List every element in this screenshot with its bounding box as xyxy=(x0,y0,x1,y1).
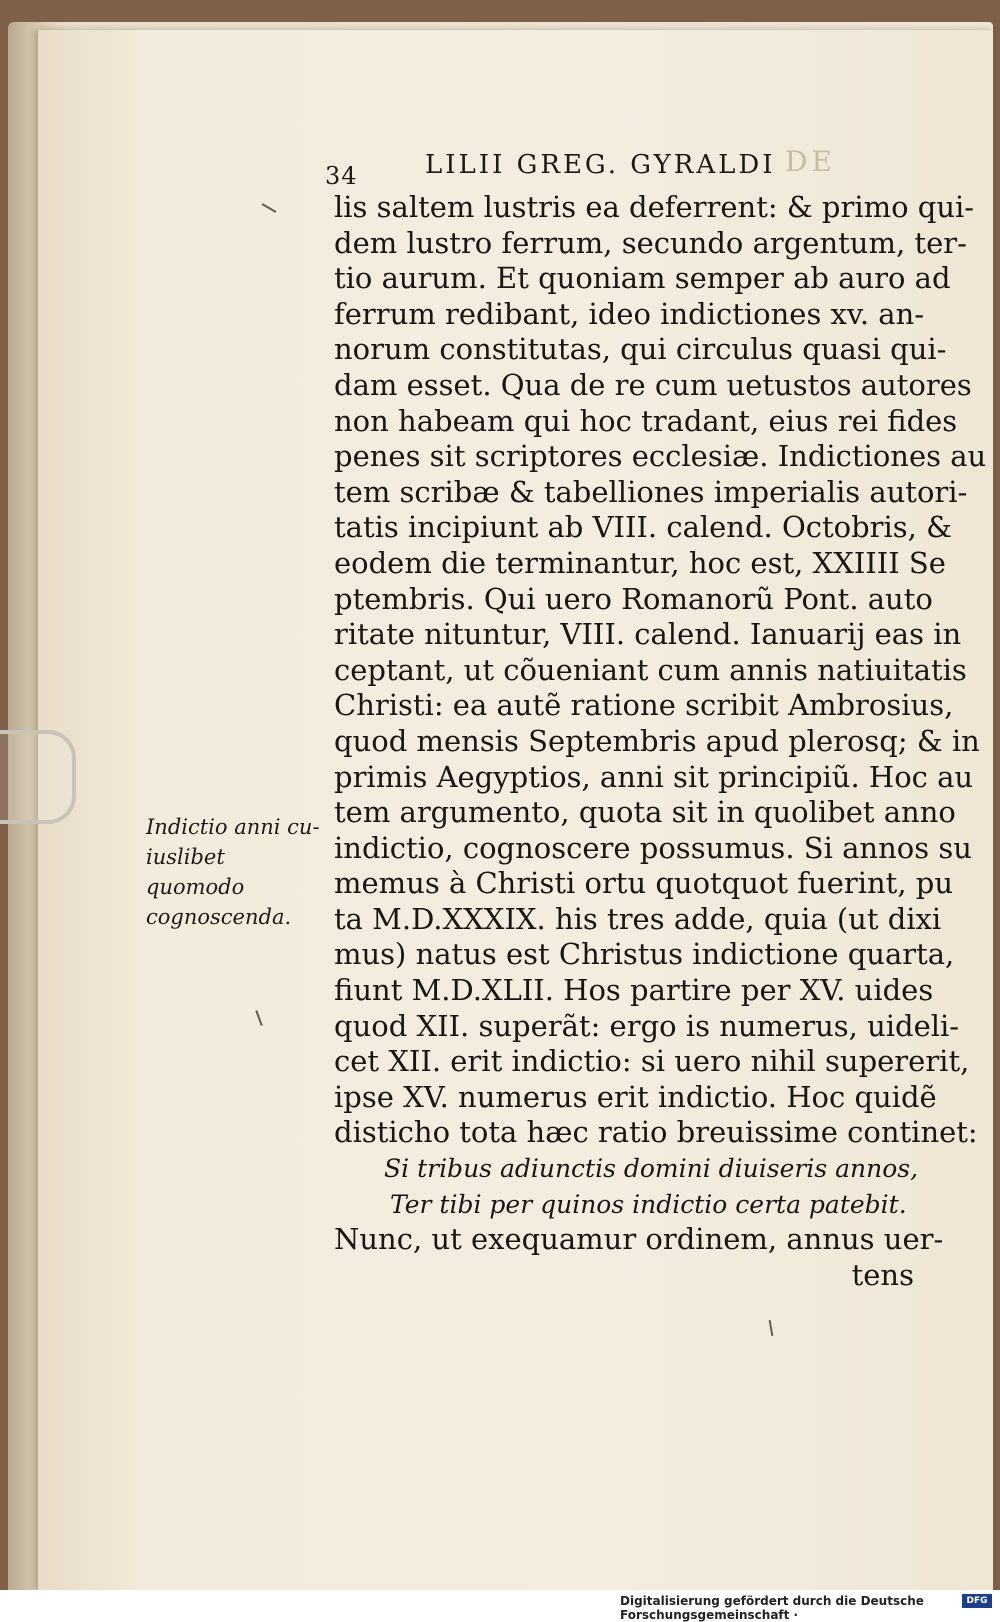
text-line: cet XII. erit indictio: si uero nihil supererit, xyxy=(334,1044,970,1079)
text-line: ptembris. Qui uero Romanorũ Pont. auto xyxy=(334,581,933,616)
verse-line: Si tribus adiunctis domini diuiseris annos, xyxy=(384,1154,919,1184)
show-through-text: DE xyxy=(785,145,836,178)
text-line: quod mensis Septembris apud plerosq; & in xyxy=(334,723,980,758)
marginal-note-line: cognoscenda. xyxy=(146,905,292,929)
text-line: ta M.D.XXXIX. his tres adde, quia (ut dixi xyxy=(334,901,942,936)
text-line: tatis incipiunt ab VIII. calend. Octobris, & xyxy=(334,510,952,545)
digitization-credit: Digitalisierung gefördert durch die Deutsche Forschungsgemeinschaft · xyxy=(620,1594,924,1622)
text-line: indictio, cognoscere possumus. Si annos su xyxy=(334,830,972,865)
text-line: ceptant, ut cõueniant cum annis natiuitatis xyxy=(334,652,967,687)
text-line: dem lustro ferrum, secundo argentum, ter- xyxy=(334,225,967,260)
text-line: Christi: ea autẽ ratione scribit Ambrosius, xyxy=(334,688,954,723)
text-line: tem scribæ & tabelliones imperialis autori- xyxy=(334,474,968,509)
marginal-note-line: Indictio anni cu- xyxy=(146,815,320,839)
verse-line: Ter tibi per quinos indictio certa patebit. xyxy=(390,1189,907,1219)
text-line: eodem die terminantur, hoc est, XXIIII Se xyxy=(334,545,946,580)
text-line: lis saltem lustris ea deferrent: & primo qui- xyxy=(334,190,975,224)
text-line: fiunt M.D.XLII. Hos partire per XV. uides xyxy=(334,973,934,1008)
text-line: dam esset. Qua de re cum uetustos autores xyxy=(334,367,972,402)
text-line: penes sit scriptores ecclesiæ. Indictiones au xyxy=(334,439,987,474)
body-text xyxy=(334,190,987,1293)
text-line: norum constitutas, qui circulus quasi qui- xyxy=(334,332,947,367)
running-title: LILII GREG. GYRALDI xyxy=(425,150,776,180)
text-line: tem argumento, quota sit in quolibet anno xyxy=(334,795,956,830)
text-line: ipse XV. numerus erit indictio. Hoc quidẽ xyxy=(334,1079,937,1114)
text-line: quod XII. superãt: ergo is numerus, uideli- xyxy=(334,1008,960,1043)
page-clip xyxy=(0,730,76,824)
page-number: 34 xyxy=(325,162,358,190)
running-head xyxy=(325,150,885,190)
text-line: disticho tota hæc ratio breuissime continet: xyxy=(334,1115,978,1150)
closing-line: Nunc, ut exequamur ordinem, annus uer- xyxy=(334,1222,944,1257)
marginal-note xyxy=(146,812,326,932)
text-line: non habeam qui hoc tradant, eius rei fides xyxy=(334,403,958,438)
text-line: ferrum redibant, ideo indictiones xv. an- xyxy=(334,296,925,331)
catchword: tens xyxy=(851,1257,914,1292)
dfg-logo-icon: DFG xyxy=(962,1594,992,1608)
text-line: mus) natus est Christus indictione quarta, xyxy=(334,937,955,972)
text-line: ritate nituntur, VIII. calend. Ianuarij eas in xyxy=(334,617,962,652)
text-line: tio aurum. Et quoniam semper ab auro ad xyxy=(334,261,951,296)
text-line: memus à Christi ortu quotquot fuerint, pu xyxy=(334,866,953,901)
text-line: primis Aegyptios, anni sit principiũ. Hoc au xyxy=(334,759,974,794)
marginal-note-line: iuslibet quomodo xyxy=(146,845,245,899)
